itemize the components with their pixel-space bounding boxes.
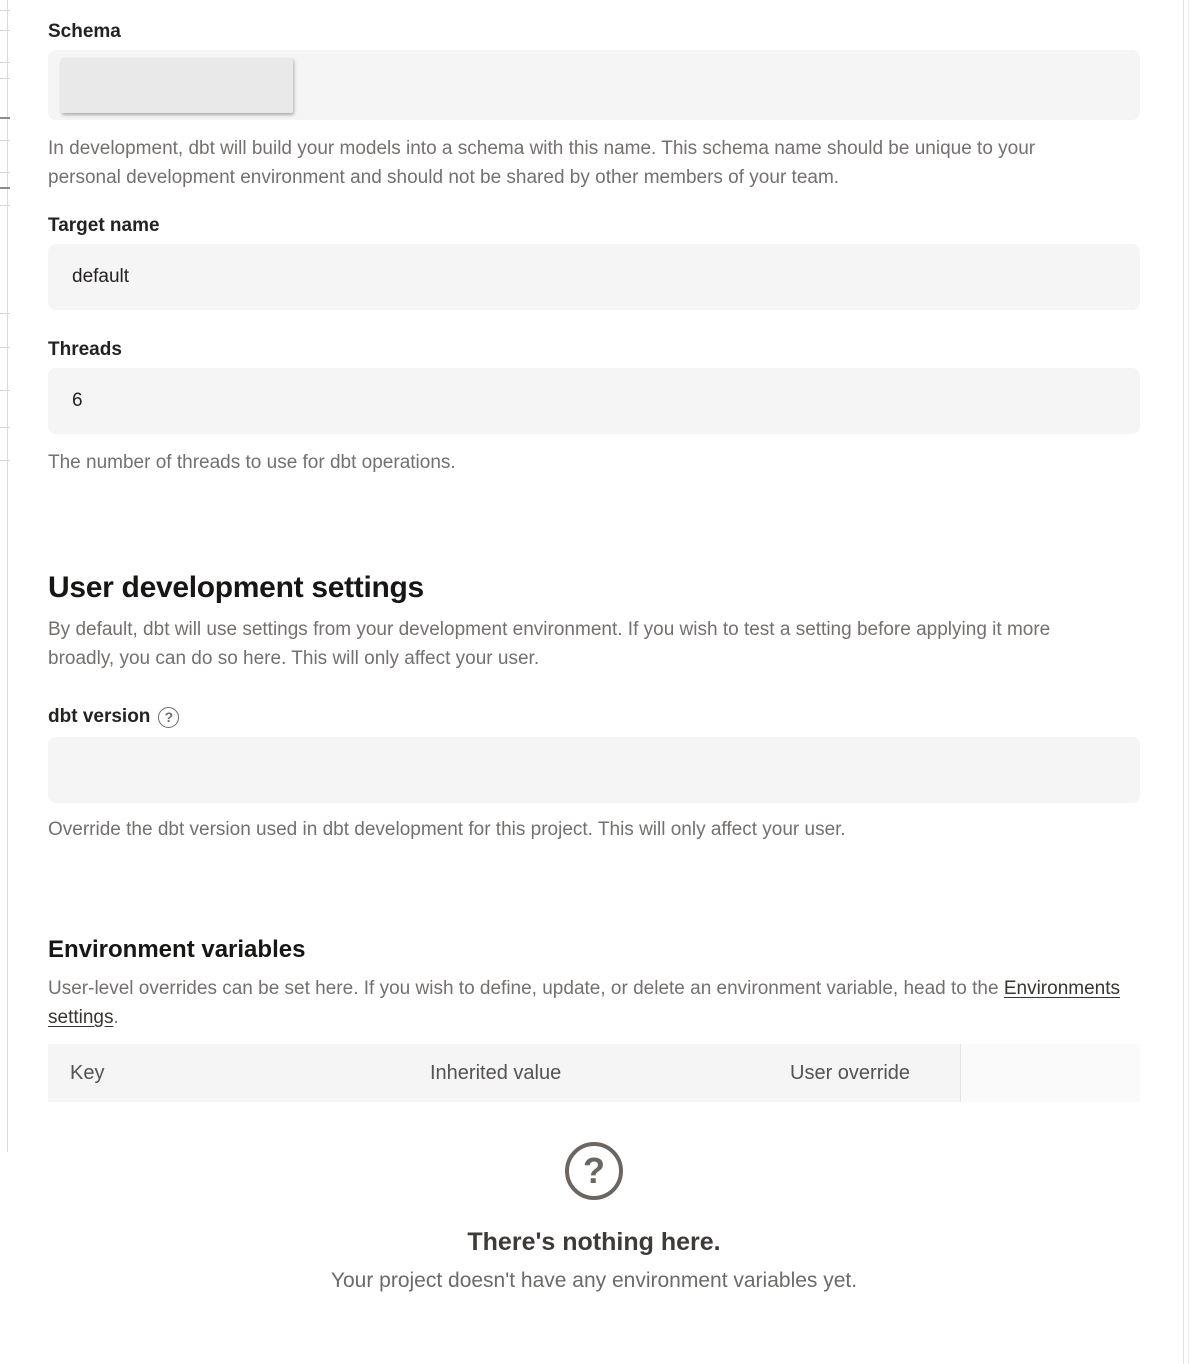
target-name-label: Target name bbox=[48, 215, 160, 236]
left-edge-tick bbox=[0, 187, 10, 189]
left-edge-tick bbox=[0, 172, 10, 173]
left-panel-edge bbox=[0, 0, 8, 1152]
column-header-key: Key bbox=[48, 1044, 408, 1102]
left-edge-tick bbox=[0, 30, 10, 31]
target-name-input[interactable] bbox=[48, 244, 1140, 310]
empty-state-title: There's nothing here. bbox=[467, 1228, 721, 1256]
column-header-inherited-value: Inherited value bbox=[408, 1044, 768, 1102]
env-description-suffix: . bbox=[113, 1007, 119, 1028]
left-edge-tick bbox=[0, 313, 10, 314]
threads-label: Threads bbox=[48, 339, 122, 360]
environment-variables-title: Environment variables bbox=[48, 936, 306, 963]
environment-variables-description bbox=[48, 974, 1136, 1032]
left-edge-tick bbox=[0, 117, 10, 119]
user-development-settings-title: User development settings bbox=[48, 571, 424, 604]
left-edge-tick bbox=[0, 347, 10, 348]
left-edge-tick bbox=[0, 78, 10, 79]
empty-state bbox=[48, 1142, 1140, 1293]
help-circle-icon[interactable]: ? bbox=[158, 707, 179, 728]
left-edge-tick bbox=[0, 62, 10, 63]
redacted-value-box bbox=[61, 58, 293, 113]
environments-settings-link[interactable]: Environments settings bbox=[48, 978, 1121, 1028]
empty-state-subtitle: Your project doesn't have any environment variables yet. bbox=[330, 1269, 858, 1292]
dbt-version-help-text: Override the dbt version used in dbt development for this project. This will only affect your user. bbox=[48, 819, 846, 840]
left-edge-tick bbox=[0, 460, 10, 461]
threads-help-text: The number of threads to use for dbt operations. bbox=[48, 452, 456, 473]
schema-input[interactable] bbox=[48, 50, 1140, 120]
dbt-version-input[interactable] bbox=[48, 737, 1140, 803]
left-edge-tick bbox=[0, 140, 10, 141]
target-name-value: default bbox=[72, 266, 130, 287]
left-edge-tick bbox=[0, 427, 10, 428]
left-edge-tick bbox=[0, 10, 10, 11]
left-edge-tick bbox=[0, 390, 10, 391]
user-development-settings-description: By default, dbt will use settings from your development environment. If you wish to test a setting before applying it more broadly, you can do so here. This will only affect your user. bbox=[48, 619, 1051, 669]
scrollbar-track[interactable] bbox=[1183, 0, 1189, 1364]
column-header-actions bbox=[960, 1044, 1140, 1102]
env-description-prefix: User-level overrides can be set here. If you wish to define, update, or delete an environment variable, head to the bbox=[48, 978, 1004, 999]
dbt-version-label: dbt version bbox=[48, 706, 151, 727]
question-circle-icon: ? bbox=[565, 1142, 623, 1200]
threads-value: 6 bbox=[72, 390, 83, 411]
environment-variables-table-header bbox=[48, 1044, 1140, 1102]
schema-help-text: In development, dbt will build your models into a schema with this name. This schema name should be unique to your personal development environment and should not be shared by other members of your team. bbox=[48, 138, 1036, 188]
column-header-user-override: User override bbox=[768, 1044, 960, 1102]
threads-input[interactable] bbox=[48, 368, 1140, 434]
left-edge-tick bbox=[0, 205, 10, 206]
schema-label: Schema bbox=[48, 21, 121, 42]
